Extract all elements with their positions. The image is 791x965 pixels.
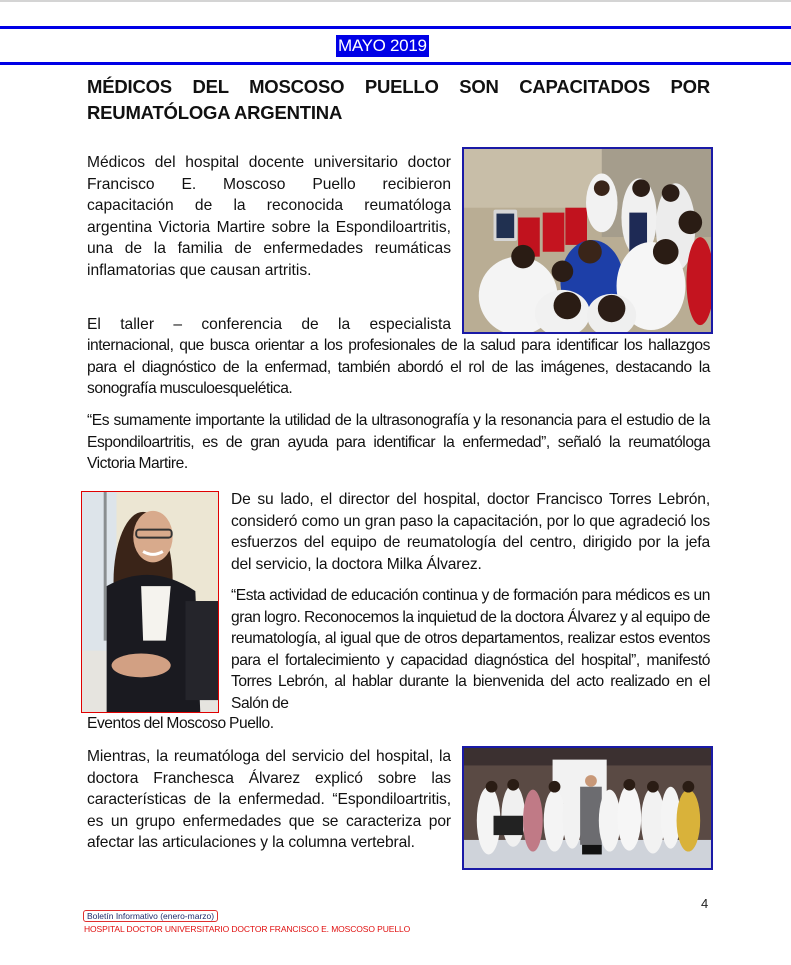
hospital-name-footer: HOSPITAL DOCTOR UNIVERSITARIO DOCTOR FRANCISCO E. MOSCOSO PUELLO (84, 924, 411, 934)
article-paragraph-3-quote: “Es sumamente importante la utilidad de la ultrasonografía y la resonancia para el estudio de la Espondiloartritis, es de gran ayuda para identificar la enfermedad”, señaló la reumatóloga Victoria Martire. (87, 412, 710, 472)
top-divider (0, 0, 791, 2)
header-rule-top (0, 26, 791, 29)
workshop-photo (462, 147, 713, 334)
page-number: 4 (701, 896, 709, 911)
group-photo-image (464, 748, 711, 868)
article-paragraph-5-quote: “Esta actividad de educación continua y de formación para médicos es un gran logro. Reconocemos la inquietud de la doctora Álvarez y al equipo de reumatología, al igual que de otros departamentos, realizar estos eventos para el fortalecimiento y capacidad diagnóstica del hospital”, manifestó Torres Lebrón, al hablar durante la bienvenida del acto realizado en el Salón de (231, 587, 710, 712)
issue-month-label: MAYO 2019 (338, 36, 427, 55)
rheumatologist-portrait-image (82, 492, 218, 712)
article-paragraph-1: Médicos del hospital docente universitario doctor Francisco E. Moscoso Puello recibieron capacitación de la reconocida reumatóloga argentina Victoria Martire sobre la Espondiloartritis, una de la familia de enfermedades reumáticas inflamatorias que causan artritis. (87, 154, 451, 279)
article-paragraph-5-end: Eventos del Moscoso Puello. (87, 715, 274, 732)
bulletin-label: Boletín Informativo (enero-marzo) (83, 910, 218, 922)
article-paragraph-4: De su lado, el director del hospital, doctor Francisco Torres Lebrón, consideró como un gran paso la capacitación, por lo que agradeció los esfuerzos del equipo de reumatología del centro, dirigido por la jefa del servicio, la doctora Milka Álvarez. (231, 491, 710, 573)
header-rule-bottom (0, 62, 791, 65)
article-paragraph-2-first-line: El taller – conferencia de la especialista (87, 316, 451, 333)
article-headline: MÉDICOS DEL MOSCOSO PUELLO SON CAPACITADOS POR REUMATÓLOGA ARGENTINA (87, 76, 710, 123)
article-paragraph-6: Mientras, la reumatóloga del servicio del hospital, la doctora Franchesca Álvarez explicó sobre las características de la enfermedad. “Espondiloartritis, es un grupo enfermedades que se caracteriza por afectar las articulaciones y la columna vertebral. (87, 748, 451, 851)
group-photo (462, 746, 713, 870)
workshop-photo-image (464, 149, 711, 332)
article-paragraph-2: internacional, que busca orientar a los profesionales de la salud para identificar los hallazgos para el diagnóstico de la enfermad, también abordó el rol de las imágenes, destacando la sonografía musculoesquelética. (87, 337, 710, 397)
rheumatologist-portrait (81, 491, 219, 713)
